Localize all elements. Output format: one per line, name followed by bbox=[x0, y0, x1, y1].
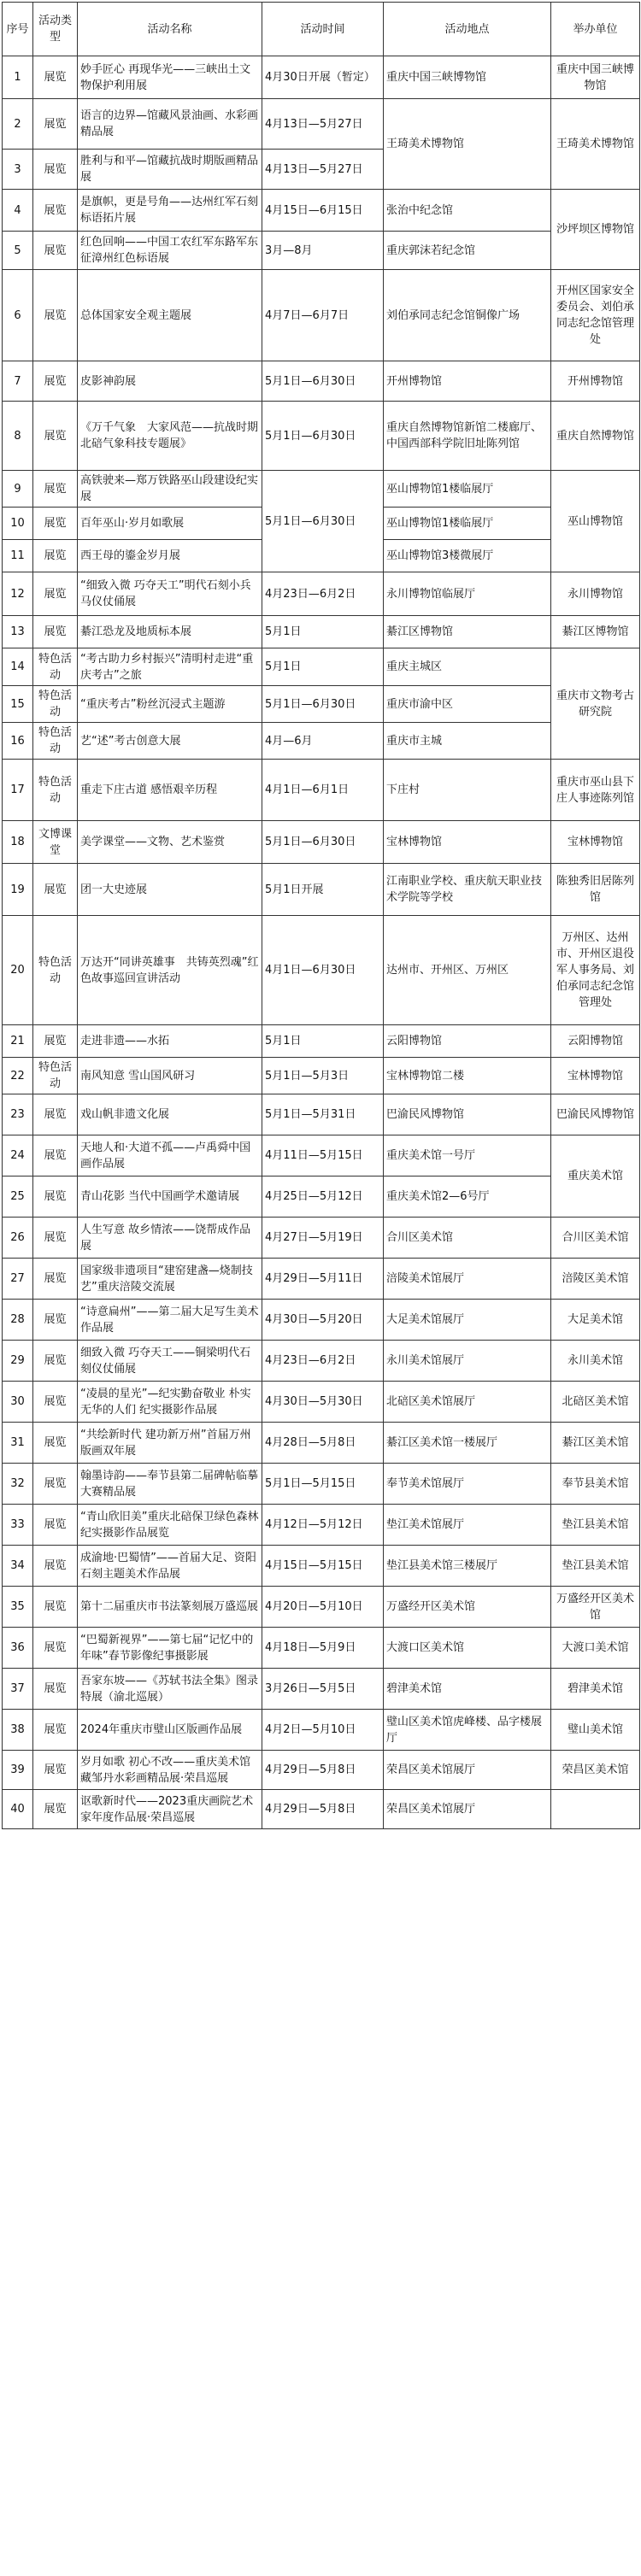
cell-time: 4月1日—6月1日 bbox=[262, 760, 384, 821]
cell-time: 4月18日—5月9日 bbox=[262, 1628, 384, 1669]
cell-no: 18 bbox=[3, 821, 33, 864]
header-org: 举办单位 bbox=[551, 3, 640, 56]
cell-type: 展览 bbox=[33, 572, 78, 616]
table-row bbox=[3, 56, 640, 99]
table-row bbox=[3, 1751, 640, 1790]
table-row bbox=[3, 1058, 640, 1094]
cell-time: 5月1日—6月30日 bbox=[262, 361, 384, 402]
cell-no: 6 bbox=[3, 270, 33, 361]
cell-type: 展览 bbox=[33, 1218, 78, 1259]
table-header-row bbox=[3, 3, 640, 56]
cell-type: 展览 bbox=[33, 540, 78, 572]
cell-venue: 重庆郭沫若纪念馆 bbox=[384, 232, 551, 270]
cell-name: 2024年重庆市璧山区版画作品展 bbox=[78, 1710, 262, 1751]
cell-org: 云阳博物馆 bbox=[551, 1025, 640, 1058]
cell-org bbox=[551, 1790, 640, 1829]
table-row bbox=[3, 1094, 640, 1135]
cell-time: 4月29日—5月8日 bbox=[262, 1790, 384, 1829]
cell-no: 36 bbox=[3, 1628, 33, 1669]
cell-no: 25 bbox=[3, 1177, 33, 1218]
cell-name: “细致入微 巧夺天工”明代石刻小兵马仪仗俑展 bbox=[78, 572, 262, 616]
cell-time: 4月1日—6月30日 bbox=[262, 916, 384, 1025]
cell-time: 4月15日—5月15日 bbox=[262, 1546, 384, 1587]
cell-org: 涪陵区美术馆 bbox=[551, 1259, 640, 1300]
cell-name: “青山欣旧美”重庆北碚保卫绿色森林纪实摄影作品展览 bbox=[78, 1505, 262, 1546]
cell-org: 开州博物馆 bbox=[551, 361, 640, 402]
cell-time: 4月15日—6月15日 bbox=[262, 190, 384, 232]
cell-venue: 永川美术馆展厅 bbox=[384, 1341, 551, 1382]
cell-name: 胜利与和平—馆藏抗战时期版画精品展 bbox=[78, 150, 262, 190]
cell-venue: 开州博物馆 bbox=[384, 361, 551, 402]
cell-name: 青山花影 当代中国画学术邀请展 bbox=[78, 1177, 262, 1218]
cell-time: 5月1日—6月30日 bbox=[262, 821, 384, 864]
cell-no: 15 bbox=[3, 686, 33, 723]
cell-name: “重庆考古”粉丝沉浸式主题游 bbox=[78, 686, 262, 723]
cell-time: 4月7日—6月7日 bbox=[262, 270, 384, 361]
cell-venue: 宝林博物馆二楼 bbox=[384, 1058, 551, 1094]
cell-org: 重庆市巫山县下庄人事迹陈列馆 bbox=[551, 760, 640, 821]
cell-venue: 张治中纪念馆 bbox=[384, 190, 551, 232]
table-row bbox=[3, 1587, 640, 1628]
cell-time: 4月13日—5月27日 bbox=[262, 99, 384, 150]
cell-type: 特色活动 bbox=[33, 760, 78, 821]
cell-time: 5月1日—6月30日 bbox=[262, 686, 384, 723]
cell-type: 展览 bbox=[33, 1587, 78, 1628]
cell-no: 10 bbox=[3, 508, 33, 540]
cell-org: 王琦美术博物馆 bbox=[551, 99, 640, 190]
table-row bbox=[3, 99, 640, 150]
cell-venue: 下庄村 bbox=[384, 760, 551, 821]
cell-name: 成渝地·巴蜀情”——首届大足、资阳石刻主题美术作品展 bbox=[78, 1546, 262, 1587]
table-row bbox=[3, 402, 640, 471]
cell-type: 展览 bbox=[33, 150, 78, 190]
table-row bbox=[3, 1669, 640, 1710]
table-row bbox=[3, 1341, 640, 1382]
table-row bbox=[3, 648, 640, 686]
cell-no: 27 bbox=[3, 1259, 33, 1300]
cell-type: 展览 bbox=[33, 1135, 78, 1177]
table-row bbox=[3, 916, 640, 1025]
cell-name: 妙手匠心 再现华光——三峡出土文物保护利用展 bbox=[78, 56, 262, 99]
cell-time: 4月13日—5月27日 bbox=[262, 150, 384, 190]
cell-name: 走进非遗——水拓 bbox=[78, 1025, 262, 1058]
cell-venue: 垫江县美术馆三楼展厅 bbox=[384, 1546, 551, 1587]
cell-org: 巴渝民风博物馆 bbox=[551, 1094, 640, 1135]
cell-time: 4月12日—5月12日 bbox=[262, 1505, 384, 1546]
cell-venue: 永川博物馆临展厅 bbox=[384, 572, 551, 616]
cell-no: 39 bbox=[3, 1751, 33, 1790]
cell-venue: 巫山博物馆3楼微展厅 bbox=[384, 540, 551, 572]
cell-name: 綦江恐龙及地质标本展 bbox=[78, 616, 262, 648]
cell-name: “共绘新时代 建功新万州”首届万州版画双年展 bbox=[78, 1423, 262, 1464]
cell-name: “巴蜀新视界”——第七届“记忆中的年味”春节影像纪事摄影展 bbox=[78, 1628, 262, 1669]
cell-name: 南风知意 雪山国风研习 bbox=[78, 1058, 262, 1094]
cell-no: 8 bbox=[3, 402, 33, 471]
cell-name: 艺“述”考古创意大展 bbox=[78, 723, 262, 760]
cell-name: 团一大史迹展 bbox=[78, 864, 262, 916]
cell-org: 沙坪坝区博物馆 bbox=[551, 190, 640, 270]
cell-name: 天地人和·大道不孤——卢禹舜中国画作品展 bbox=[78, 1135, 262, 1177]
cell-venue: 达州市、开州区、万州区 bbox=[384, 916, 551, 1025]
table-row bbox=[3, 1300, 640, 1341]
cell-name: 戏山帆非遗文化展 bbox=[78, 1094, 262, 1135]
cell-name: 国家级非遗项目“建窑建盏—烧制技艺”重庆涪陵交流展 bbox=[78, 1259, 262, 1300]
cell-org: 垫江县美术馆 bbox=[551, 1546, 640, 1587]
table-row bbox=[3, 1464, 640, 1505]
cell-name: 高铁驶来—郑万铁路巫山段建设纪实展 bbox=[78, 471, 262, 508]
cell-venue: 綦江区博物馆 bbox=[384, 616, 551, 648]
cell-name: 讴歌新时代——2023重庆画院艺术家年度作品展·荣昌巡展 bbox=[78, 1790, 262, 1829]
cell-name: “凌晨的星光”—纪实勤奋敬业 朴实无华的人们 纪实摄影作品展 bbox=[78, 1382, 262, 1423]
cell-org: 大渡口美术馆 bbox=[551, 1628, 640, 1669]
cell-time: 4月25日—5月12日 bbox=[262, 1177, 384, 1218]
cell-no: 22 bbox=[3, 1058, 33, 1094]
cell-org: 永川博物馆 bbox=[551, 572, 640, 616]
cell-type: 展览 bbox=[33, 1259, 78, 1300]
cell-name: 是旗帜，更是号角——达州红军石刻标语拓片展 bbox=[78, 190, 262, 232]
cell-venue: 重庆中国三峡博物馆 bbox=[384, 56, 551, 99]
cell-no: 37 bbox=[3, 1669, 33, 1710]
cell-venue: 垫江美术馆展厅 bbox=[384, 1505, 551, 1546]
cell-no: 2 bbox=[3, 99, 33, 150]
cell-no: 14 bbox=[3, 648, 33, 686]
cell-no: 35 bbox=[3, 1587, 33, 1628]
cell-type: 展览 bbox=[33, 1546, 78, 1587]
cell-no: 38 bbox=[3, 1710, 33, 1751]
cell-type: 展览 bbox=[33, 1505, 78, 1546]
cell-no: 11 bbox=[3, 540, 33, 572]
cell-org: 陈独秀旧居陈列馆 bbox=[551, 864, 640, 916]
table-row bbox=[3, 864, 640, 916]
table-row bbox=[3, 1382, 640, 1423]
cell-type: 文博课堂 bbox=[33, 821, 78, 864]
cell-type: 特色活动 bbox=[33, 723, 78, 760]
table-row bbox=[3, 1259, 640, 1300]
table-row bbox=[3, 270, 640, 361]
cell-name: 《万千气象 大家风范——抗战时期北碚气象科技专题展》 bbox=[78, 402, 262, 471]
cell-time: 4月23日—6月2日 bbox=[262, 572, 384, 616]
cell-no: 28 bbox=[3, 1300, 33, 1341]
cell-type: 特色活动 bbox=[33, 916, 78, 1025]
cell-no: 29 bbox=[3, 1341, 33, 1382]
cell-org: 宝林博物馆 bbox=[551, 821, 640, 864]
cell-no: 16 bbox=[3, 723, 33, 760]
cell-name: 重走下庄古道 感悟艰辛历程 bbox=[78, 760, 262, 821]
cell-type: 展览 bbox=[33, 616, 78, 648]
cell-org: 荣昌区美术馆 bbox=[551, 1751, 640, 1790]
cell-no: 33 bbox=[3, 1505, 33, 1546]
cell-name: 红色回响——中国工农红军东路军东征漳州红色标语展 bbox=[78, 232, 262, 270]
cell-venue: 重庆主城区 bbox=[384, 648, 551, 686]
cell-type: 展览 bbox=[33, 1464, 78, 1505]
cell-type: 展览 bbox=[33, 1790, 78, 1829]
cell-time: 4月11日—5月15日 bbox=[262, 1135, 384, 1177]
cell-name: 第十二届重庆市书法篆刻展万盛巡展 bbox=[78, 1587, 262, 1628]
cell-name: 皮影神韵展 bbox=[78, 361, 262, 402]
cell-venue: 荣昌区美术馆展厅 bbox=[384, 1751, 551, 1790]
cell-type: 展览 bbox=[33, 1341, 78, 1382]
cell-no: 7 bbox=[3, 361, 33, 402]
cell-name: 万达开“同讲英雄事 共铸英烈魂”红色故事巡回宣讲活动 bbox=[78, 916, 262, 1025]
cell-venue: 巫山博物馆1楼临展厅 bbox=[384, 508, 551, 540]
cell-no: 1 bbox=[3, 56, 33, 99]
cell-time: 4月30日开展（暂定） bbox=[262, 56, 384, 99]
cell-type: 展览 bbox=[33, 56, 78, 99]
cell-no: 19 bbox=[3, 864, 33, 916]
cell-org: 万盛经开区美术馆 bbox=[551, 1587, 640, 1628]
cell-name: 语言的边界—馆藏风景油画、水彩画精品展 bbox=[78, 99, 262, 150]
cell-time: 5月1日—6月30日 bbox=[262, 471, 384, 572]
table-row bbox=[3, 1177, 640, 1218]
table-row bbox=[3, 1505, 640, 1546]
cell-time: 4月29日—5月8日 bbox=[262, 1751, 384, 1790]
activity-table bbox=[2, 2, 640, 1829]
table-row bbox=[3, 821, 640, 864]
cell-venue: 綦江区美术馆一楼展厅 bbox=[384, 1423, 551, 1464]
cell-no: 12 bbox=[3, 572, 33, 616]
cell-org: 永川美术馆 bbox=[551, 1341, 640, 1382]
cell-venue: 万盛经开区美术馆 bbox=[384, 1587, 551, 1628]
cell-type: 展览 bbox=[33, 99, 78, 150]
cell-name: 百年巫山·岁月如歌展 bbox=[78, 508, 262, 540]
cell-name: “考古助力乡村振兴”清明村走进“重庆考古”之旅 bbox=[78, 648, 262, 686]
cell-org: 大足美术馆 bbox=[551, 1300, 640, 1341]
cell-no: 34 bbox=[3, 1546, 33, 1587]
cell-type: 展览 bbox=[33, 270, 78, 361]
cell-type: 展览 bbox=[33, 1751, 78, 1790]
cell-name: 岁月如歌 初心不改——重庆美术馆藏邹丹水彩画精品展·荣昌巡展 bbox=[78, 1751, 262, 1790]
table-row bbox=[3, 1423, 640, 1464]
cell-venue: 合川区美术馆 bbox=[384, 1218, 551, 1259]
cell-venue: 重庆市渝中区 bbox=[384, 686, 551, 723]
cell-no: 23 bbox=[3, 1094, 33, 1135]
cell-no: 5 bbox=[3, 232, 33, 270]
cell-name: 美学课堂——文物、艺术鉴赏 bbox=[78, 821, 262, 864]
cell-venue: 江南职业学校、重庆航天职业技术学院等学校 bbox=[384, 864, 551, 916]
table-row bbox=[3, 1710, 640, 1751]
cell-time: 4月2日—5月10日 bbox=[262, 1710, 384, 1751]
cell-type: 展览 bbox=[33, 1300, 78, 1341]
cell-venue: 北碚区美术馆展厅 bbox=[384, 1382, 551, 1423]
cell-time: 5月1日 bbox=[262, 1025, 384, 1058]
table-row bbox=[3, 1628, 640, 1669]
cell-org: 綦江区美术馆 bbox=[551, 1423, 640, 1464]
cell-no: 26 bbox=[3, 1218, 33, 1259]
cell-org: 璧山美术馆 bbox=[551, 1710, 640, 1751]
cell-time: 5月1日—5月31日 bbox=[262, 1094, 384, 1135]
cell-org: 开州区国家安全委员会、刘伯承同志纪念馆管理处 bbox=[551, 270, 640, 361]
table-row bbox=[3, 361, 640, 402]
cell-type: 展览 bbox=[33, 471, 78, 508]
table-row bbox=[3, 760, 640, 821]
cell-org: 北碚区美术馆 bbox=[551, 1382, 640, 1423]
cell-no: 32 bbox=[3, 1464, 33, 1505]
cell-name: 吾家东坡——《苏轼书法全集》图录特展（渝北巡展） bbox=[78, 1669, 262, 1710]
cell-no: 20 bbox=[3, 916, 33, 1025]
cell-time: 5月1日 bbox=[262, 616, 384, 648]
cell-type: 展览 bbox=[33, 361, 78, 402]
cell-org: 重庆美术馆 bbox=[551, 1135, 640, 1218]
cell-time: 4月—6月 bbox=[262, 723, 384, 760]
table-row bbox=[3, 190, 640, 232]
cell-time: 4月30日—5月20日 bbox=[262, 1300, 384, 1341]
cell-venue: 王琦美术博物馆 bbox=[384, 99, 551, 190]
cell-no: 3 bbox=[3, 150, 33, 190]
cell-venue: 大足美术馆展厅 bbox=[384, 1300, 551, 1341]
cell-type: 展览 bbox=[33, 1177, 78, 1218]
cell-org: 垫江县美术馆 bbox=[551, 1505, 640, 1546]
cell-venue: 碧津美术馆 bbox=[384, 1669, 551, 1710]
cell-name: 西王母的鎏金岁月展 bbox=[78, 540, 262, 572]
cell-no: 40 bbox=[3, 1790, 33, 1829]
cell-type: 展览 bbox=[33, 508, 78, 540]
cell-org: 宝林博物馆 bbox=[551, 1058, 640, 1094]
cell-no: 31 bbox=[3, 1423, 33, 1464]
cell-venue: 荣昌区美术馆展厅 bbox=[384, 1790, 551, 1829]
table-row bbox=[3, 1025, 640, 1058]
cell-venue: 云阳博物馆 bbox=[384, 1025, 551, 1058]
cell-org: 碧津美术馆 bbox=[551, 1669, 640, 1710]
table-row bbox=[3, 1218, 640, 1259]
cell-org: 奉节县美术馆 bbox=[551, 1464, 640, 1505]
cell-org: 合川区美术馆 bbox=[551, 1218, 640, 1259]
cell-type: 展览 bbox=[33, 1628, 78, 1669]
cell-no: 30 bbox=[3, 1382, 33, 1423]
cell-type: 展览 bbox=[33, 190, 78, 232]
cell-no: 17 bbox=[3, 760, 33, 821]
header-name: 活动名称 bbox=[78, 3, 262, 56]
cell-venue: 重庆美术馆2—6号厅 bbox=[384, 1177, 551, 1218]
cell-type: 展览 bbox=[33, 864, 78, 916]
cell-time: 3月—8月 bbox=[262, 232, 384, 270]
cell-name: 人生写意 故乡情浓——饶帮成作品展 bbox=[78, 1218, 262, 1259]
cell-type: 特色活动 bbox=[33, 1058, 78, 1094]
cell-type: 展览 bbox=[33, 1423, 78, 1464]
cell-name: 细致入微 巧夺天工——铜梁明代石刻仪仗俑展 bbox=[78, 1341, 262, 1382]
cell-org: 重庆市文物考古研究院 bbox=[551, 648, 640, 760]
cell-type: 展览 bbox=[33, 1669, 78, 1710]
table-row bbox=[3, 1790, 640, 1829]
cell-no: 4 bbox=[3, 190, 33, 232]
cell-type: 展览 bbox=[33, 232, 78, 270]
cell-venue: 大渡口区美术馆 bbox=[384, 1628, 551, 1669]
cell-venue: 重庆美术馆一号厅 bbox=[384, 1135, 551, 1177]
cell-no: 13 bbox=[3, 616, 33, 648]
table-row bbox=[3, 723, 640, 760]
cell-venue: 重庆自然博物馆新馆二楼廊厅、中国西部科学院旧址陈列馆 bbox=[384, 402, 551, 471]
cell-type: 特色活动 bbox=[33, 686, 78, 723]
cell-time: 5月1日开展 bbox=[262, 864, 384, 916]
cell-venue: 璧山区美术馆虎峰楼、品字楼展厅 bbox=[384, 1710, 551, 1751]
cell-time: 4月30日—5月30日 bbox=[262, 1382, 384, 1423]
cell-venue: 巫山博物馆1楼临展厅 bbox=[384, 471, 551, 508]
cell-venue: 涪陵美术馆展厅 bbox=[384, 1259, 551, 1300]
cell-time: 4月29日—5月11日 bbox=[262, 1259, 384, 1300]
cell-time: 5月1日—5月3日 bbox=[262, 1058, 384, 1094]
cell-venue: 宝林博物馆 bbox=[384, 821, 551, 864]
cell-org: 重庆自然博物馆 bbox=[551, 402, 640, 471]
table-row bbox=[3, 471, 640, 508]
table-row bbox=[3, 686, 640, 723]
header-time: 活动时间 bbox=[262, 3, 384, 56]
cell-org: 重庆中国三峡博物馆 bbox=[551, 56, 640, 99]
cell-time: 5月1日—6月30日 bbox=[262, 402, 384, 471]
table-row bbox=[3, 1135, 640, 1177]
cell-time: 4月27日—5月19日 bbox=[262, 1218, 384, 1259]
cell-type: 展览 bbox=[33, 402, 78, 471]
cell-venue: 巴渝民风博物馆 bbox=[384, 1094, 551, 1135]
cell-time: 4月28日—5月8日 bbox=[262, 1423, 384, 1464]
cell-venue: 重庆市主城 bbox=[384, 723, 551, 760]
cell-time: 5月1日—5月15日 bbox=[262, 1464, 384, 1505]
header-venue: 活动地点 bbox=[384, 3, 551, 56]
cell-type: 特色活动 bbox=[33, 648, 78, 686]
header-type: 活动类型 bbox=[33, 3, 78, 56]
cell-org: 万州区、达州市、开州区退役军人事务局、刘伯承同志纪念馆管理处 bbox=[551, 916, 640, 1025]
cell-name: 翰墨诗韵——奉节县第二届碑帖临摹大赛精品展 bbox=[78, 1464, 262, 1505]
header-no: 序号 bbox=[3, 3, 33, 56]
cell-org: 巫山博物馆 bbox=[551, 471, 640, 572]
cell-name: 总体国家安全观主题展 bbox=[78, 270, 262, 361]
table-row bbox=[3, 1546, 640, 1587]
cell-no: 9 bbox=[3, 471, 33, 508]
cell-time: 5月1日 bbox=[262, 648, 384, 686]
cell-type: 展览 bbox=[33, 1094, 78, 1135]
cell-venue: 奉节美术馆展厅 bbox=[384, 1464, 551, 1505]
table-row bbox=[3, 232, 640, 270]
cell-no: 24 bbox=[3, 1135, 33, 1177]
table-row bbox=[3, 572, 640, 616]
cell-name: “诗意扁州”——第二届大足写生美术作品展 bbox=[78, 1300, 262, 1341]
cell-time: 3月26日—5月5日 bbox=[262, 1669, 384, 1710]
cell-no: 21 bbox=[3, 1025, 33, 1058]
cell-time: 4月20日—5月10日 bbox=[262, 1587, 384, 1628]
cell-time: 4月23日—6月2日 bbox=[262, 1341, 384, 1382]
cell-type: 展览 bbox=[33, 1710, 78, 1751]
cell-venue: 刘伯承同志纪念馆铜像广场 bbox=[384, 270, 551, 361]
table-row bbox=[3, 616, 640, 648]
cell-type: 展览 bbox=[33, 1382, 78, 1423]
cell-type: 展览 bbox=[33, 1025, 78, 1058]
cell-org: 綦江区博物馆 bbox=[551, 616, 640, 648]
